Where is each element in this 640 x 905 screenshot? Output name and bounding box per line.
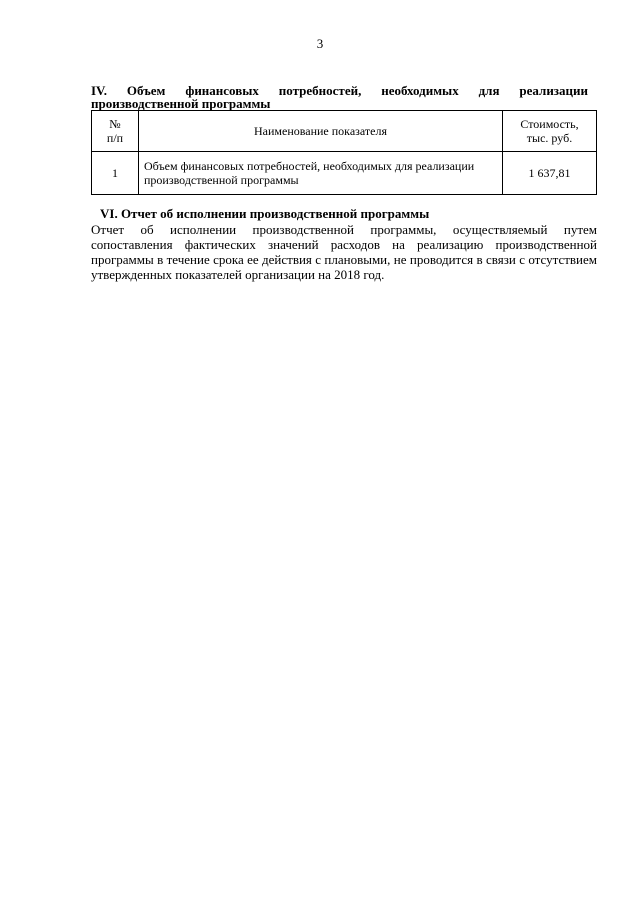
row-indicator-name-line2: производственной программы [144, 173, 299, 187]
header-cost [503, 111, 597, 152]
financial-needs-table [91, 110, 597, 195]
header-number-line1: № [109, 117, 121, 131]
section-vi-body: Отчет об исполнении производственной программы, осуществляемый путем сопоставления фактических значений расходов на реализацию производственной программы в течение срока ее действия с плановыми, не проводится в связи с отсутствием утвержденных показателей организации на 2018 год. [91, 222, 597, 282]
header-number-line2: п/п [106, 131, 124, 145]
row-number: 1 [92, 152, 139, 195]
section-iv-heading-line2: производственной программы [91, 96, 271, 111]
header-cost-line2: тыс. руб. [526, 131, 573, 145]
table-row [92, 152, 597, 195]
section-vi-heading: VI. Отчет об исполнении производственной программы [100, 206, 430, 221]
header-indicator-name: Наименование показателя [139, 111, 503, 152]
row-indicator-name [139, 152, 503, 195]
table-header-row [92, 111, 597, 152]
section-iv-heading [91, 84, 588, 110]
header-cost-line1: Стоимость, [520, 117, 579, 131]
row-indicator-name-line1: Объем финансовых потребностей, необходимых для реализации [144, 159, 475, 173]
row-cost: 1 637,81 [503, 152, 597, 195]
page-number: 3 [316, 36, 324, 51]
header-number [92, 111, 139, 152]
section-iv-heading-line1: IV. Объем финансовых потребностей, необходимых для реализации [91, 83, 588, 98]
